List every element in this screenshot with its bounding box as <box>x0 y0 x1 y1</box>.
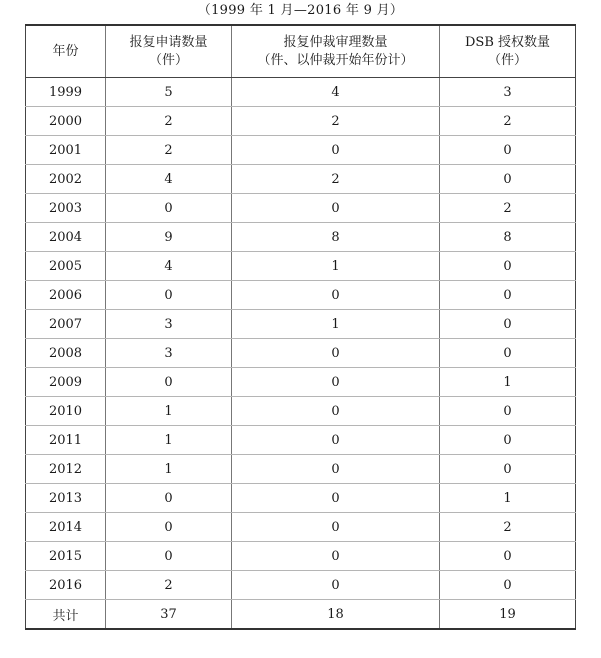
cell-year: 2000 <box>26 107 106 136</box>
cell-year: 2004 <box>26 223 106 252</box>
cell-year: 2016 <box>26 571 106 600</box>
table-row <box>26 571 576 600</box>
cell-arbitration: 0 <box>232 368 440 397</box>
cell-arbitration: 0 <box>232 426 440 455</box>
cell-requests: 2 <box>106 107 232 136</box>
table-row <box>26 107 576 136</box>
cell-requests: 0 <box>106 368 232 397</box>
table-row <box>26 78 576 107</box>
table-row <box>26 484 576 513</box>
header-year-label: 年份 <box>52 43 79 59</box>
header-requests <box>106 25 232 78</box>
cell-year: 2001 <box>26 136 106 165</box>
table-row <box>26 426 576 455</box>
cell-authorized: 0 <box>440 310 576 339</box>
cell-requests: 0 <box>106 542 232 571</box>
cell-requests: 0 <box>106 513 232 542</box>
cell-year: 2008 <box>26 339 106 368</box>
total-label: 共计 <box>26 600 106 630</box>
cell-year: 1999 <box>26 78 106 107</box>
cell-authorized: 0 <box>440 281 576 310</box>
header-row <box>26 25 576 78</box>
header-authorized-unit: （件） <box>487 52 527 68</box>
cell-year: 2003 <box>26 194 106 223</box>
cell-requests: 3 <box>106 310 232 339</box>
cell-arbitration: 0 <box>232 194 440 223</box>
table-row <box>26 513 576 542</box>
cell-requests: 1 <box>106 455 232 484</box>
cell-requests: 2 <box>106 136 232 165</box>
cell-authorized: 3 <box>440 78 576 107</box>
table-row <box>26 194 576 223</box>
table-row <box>26 281 576 310</box>
table-row <box>26 368 576 397</box>
cell-arbitration: 0 <box>232 513 440 542</box>
total-row <box>26 600 576 630</box>
cell-requests: 1 <box>106 426 232 455</box>
cell-arbitration: 0 <box>232 484 440 513</box>
cell-year: 2005 <box>26 252 106 281</box>
cell-arbitration: 2 <box>232 107 440 136</box>
table-row <box>26 136 576 165</box>
cell-authorized: 8 <box>440 223 576 252</box>
cell-authorized: 0 <box>440 339 576 368</box>
header-authorized-label: DSB 授权数量 <box>464 34 550 50</box>
table-row <box>26 165 576 194</box>
header-year <box>26 25 106 78</box>
header-arbitration-label: 报复仲裁审理数量 <box>283 34 388 50</box>
cell-authorized: 2 <box>440 107 576 136</box>
cell-arbitration: 0 <box>232 136 440 165</box>
cell-authorized: 2 <box>440 513 576 542</box>
header-requests-label: 报复申请数量 <box>129 34 208 50</box>
table-row <box>26 252 576 281</box>
cell-year: 2007 <box>26 310 106 339</box>
cell-requests: 2 <box>106 571 232 600</box>
table-row <box>26 397 576 426</box>
header-arbitration <box>232 25 440 78</box>
total-arbitration: 18 <box>232 600 440 630</box>
cell-arbitration: 0 <box>232 571 440 600</box>
table-row <box>26 455 576 484</box>
total-authorized: 19 <box>440 600 576 630</box>
cell-year: 2002 <box>26 165 106 194</box>
table-row <box>26 542 576 571</box>
table-caption: （1999 年 1 月—2016 年 9 月） <box>197 3 404 18</box>
cell-authorized: 0 <box>440 165 576 194</box>
cell-arbitration: 4 <box>232 78 440 107</box>
header-requests-unit: （件） <box>148 52 188 68</box>
table-row <box>26 223 576 252</box>
cell-requests: 9 <box>106 223 232 252</box>
cell-authorized: 0 <box>440 571 576 600</box>
cell-year: 2012 <box>26 455 106 484</box>
cell-requests: 0 <box>106 194 232 223</box>
cell-authorized: 0 <box>440 455 576 484</box>
cell-authorized: 0 <box>440 397 576 426</box>
cell-year: 2006 <box>26 281 106 310</box>
cell-authorized: 0 <box>440 542 576 571</box>
cell-arbitration: 0 <box>232 542 440 571</box>
cell-year: 2011 <box>26 426 106 455</box>
cell-requests: 0 <box>106 281 232 310</box>
cell-arbitration: 0 <box>232 455 440 484</box>
table-row <box>26 310 576 339</box>
cell-authorized: 0 <box>440 252 576 281</box>
cell-arbitration: 2 <box>232 165 440 194</box>
cell-requests: 0 <box>106 484 232 513</box>
table-row <box>26 339 576 368</box>
cell-authorized: 0 <box>440 136 576 165</box>
cell-requests: 4 <box>106 252 232 281</box>
cell-arbitration: 8 <box>232 223 440 252</box>
cell-year: 2013 <box>26 484 106 513</box>
cell-authorized: 1 <box>440 484 576 513</box>
cell-arbitration: 1 <box>232 310 440 339</box>
cell-requests: 3 <box>106 339 232 368</box>
retaliation-statistics-table <box>25 24 576 630</box>
cell-arbitration: 0 <box>232 281 440 310</box>
cell-year: 2009 <box>26 368 106 397</box>
header-authorized <box>440 25 576 78</box>
cell-requests: 5 <box>106 78 232 107</box>
cell-arbitration: 0 <box>232 339 440 368</box>
cell-requests: 1 <box>106 397 232 426</box>
cell-authorized: 2 <box>440 194 576 223</box>
total-requests: 37 <box>106 600 232 630</box>
cell-authorized: 0 <box>440 426 576 455</box>
cell-year: 2014 <box>26 513 106 542</box>
cell-requests: 4 <box>106 165 232 194</box>
cell-authorized: 1 <box>440 368 576 397</box>
cell-year: 2010 <box>26 397 106 426</box>
cell-arbitration: 0 <box>232 397 440 426</box>
cell-arbitration: 1 <box>232 252 440 281</box>
header-arbitration-unit: （件、以仲裁开始年份计） <box>257 52 414 68</box>
cell-year: 2015 <box>26 542 106 571</box>
